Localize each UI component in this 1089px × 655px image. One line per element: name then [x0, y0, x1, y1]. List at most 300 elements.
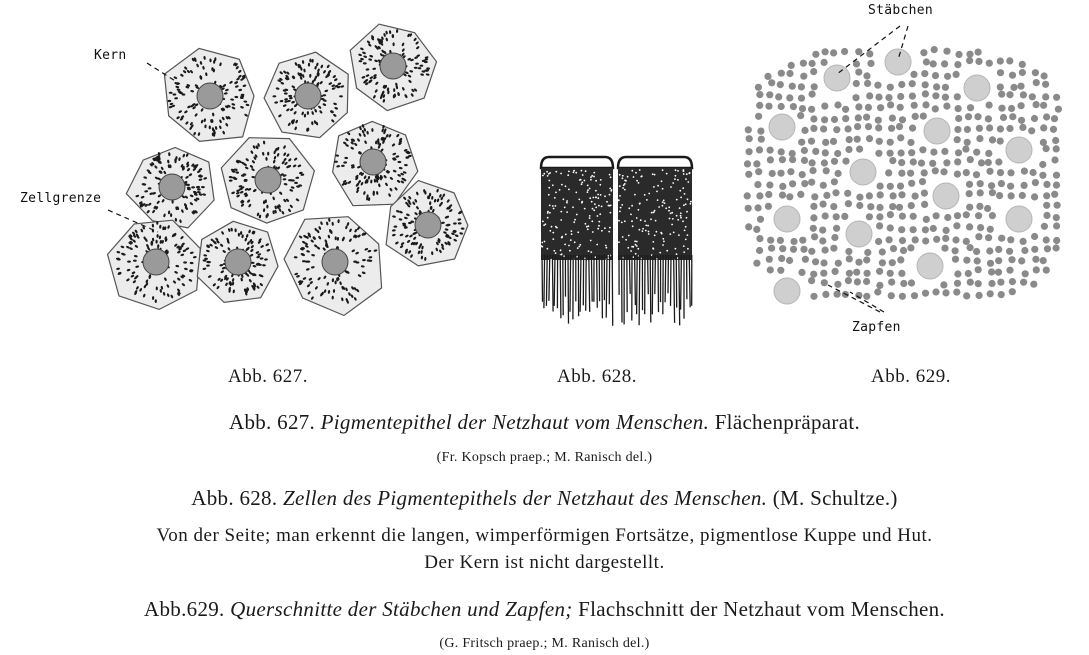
rod — [890, 245, 897, 252]
rod — [768, 245, 775, 252]
rod — [943, 227, 950, 234]
rod — [789, 156, 796, 163]
rod — [801, 180, 808, 187]
figure-number-629: Abb. 629. — [871, 366, 951, 387]
rod — [986, 102, 993, 109]
rod — [1031, 233, 1038, 240]
rod — [874, 82, 881, 89]
caption-628-rest: (M. Schultze.) — [772, 486, 898, 510]
rod — [953, 289, 960, 296]
rod — [797, 191, 804, 198]
pigment-cell — [126, 148, 214, 228]
rod — [745, 205, 752, 212]
rod — [831, 234, 838, 241]
rod — [845, 248, 852, 255]
rod — [907, 170, 914, 177]
rod — [955, 115, 962, 122]
rod — [833, 225, 840, 232]
cell-nucleus — [415, 212, 441, 238]
rod — [1031, 246, 1038, 253]
rod — [896, 123, 903, 130]
rod — [967, 279, 974, 286]
rod — [1041, 223, 1048, 230]
rod — [998, 91, 1005, 98]
rod — [1020, 238, 1027, 245]
rod — [1009, 288, 1016, 295]
rod — [966, 223, 973, 230]
rod — [922, 226, 929, 233]
rod — [887, 224, 894, 231]
rod — [1053, 145, 1060, 152]
rod — [995, 269, 1002, 276]
rod — [864, 270, 871, 277]
rod — [997, 169, 1004, 176]
rod — [941, 60, 948, 67]
rod — [798, 139, 805, 146]
rod — [1033, 266, 1040, 273]
rod — [952, 256, 959, 263]
rod — [744, 192, 751, 199]
rod — [1041, 72, 1048, 79]
rod — [985, 150, 992, 157]
rod — [1043, 212, 1050, 219]
cell-nucleus — [255, 167, 281, 193]
rod — [921, 190, 928, 197]
rod — [863, 256, 870, 263]
rod — [746, 148, 753, 155]
rod — [1053, 237, 1060, 244]
rod — [966, 57, 973, 64]
rod — [865, 104, 872, 111]
rod — [889, 115, 896, 122]
rod — [898, 81, 905, 88]
rod — [932, 72, 939, 79]
rod — [973, 149, 980, 156]
rod — [809, 167, 816, 174]
rod — [831, 158, 838, 165]
rod — [998, 180, 1005, 187]
rod — [975, 233, 982, 240]
caption-627-rest: Flächenpräparat. — [714, 410, 861, 434]
rod — [831, 116, 838, 123]
rod — [845, 146, 852, 153]
rod — [912, 193, 919, 200]
rod — [942, 289, 949, 296]
rod — [908, 279, 915, 286]
rod — [997, 138, 1004, 145]
cell-nucleus — [197, 83, 223, 109]
rod — [830, 138, 837, 145]
rod — [775, 93, 782, 100]
rod — [786, 70, 793, 77]
rod — [1042, 93, 1049, 100]
rod — [933, 83, 940, 90]
rod — [855, 259, 862, 266]
rod — [1051, 191, 1058, 198]
rod — [885, 169, 892, 176]
cell-nucleus — [159, 174, 185, 200]
rod — [921, 201, 928, 208]
rod — [1043, 113, 1050, 120]
rod — [930, 60, 937, 67]
rod — [899, 213, 906, 220]
rod — [887, 101, 894, 108]
rod — [812, 148, 819, 155]
rod — [778, 148, 785, 155]
rod — [1009, 278, 1016, 285]
leader-zapfen-1 — [828, 285, 880, 312]
pigment-cell — [264, 52, 348, 137]
rod — [1030, 169, 1037, 176]
rod — [885, 94, 892, 101]
rod — [1006, 248, 1013, 255]
rod — [897, 183, 904, 190]
rod — [745, 171, 752, 178]
rod — [1050, 126, 1057, 133]
rod — [863, 114, 870, 121]
rod — [986, 247, 993, 254]
cone — [933, 183, 959, 209]
cell-nucleus — [295, 83, 321, 109]
rod — [820, 201, 827, 208]
rod — [808, 179, 815, 186]
rod — [933, 212, 940, 219]
rod — [941, 148, 948, 155]
rod — [890, 192, 897, 199]
rod — [832, 189, 839, 196]
rod — [845, 125, 852, 132]
rod — [821, 279, 828, 286]
rod — [811, 193, 818, 200]
rod — [1032, 256, 1039, 263]
rod — [777, 237, 784, 244]
cone — [885, 49, 911, 75]
caption-628-description-line-2: Der Kern ist nicht dargestellt. — [424, 552, 665, 573]
rod — [822, 139, 829, 146]
cone — [846, 221, 872, 247]
rod — [746, 135, 753, 142]
rod — [799, 171, 806, 178]
rod — [941, 245, 948, 252]
rod — [852, 94, 859, 101]
rod — [846, 270, 853, 277]
rod — [797, 112, 804, 119]
rod — [1029, 93, 1036, 100]
rod — [798, 95, 805, 102]
rod — [800, 73, 807, 80]
rod — [909, 80, 916, 87]
rod — [809, 60, 816, 67]
rod — [820, 270, 827, 277]
rod — [974, 113, 981, 120]
rod — [1055, 106, 1062, 113]
rod — [1053, 214, 1060, 221]
rod — [887, 183, 894, 190]
rod — [931, 46, 938, 53]
rod — [753, 226, 760, 233]
rod — [834, 150, 841, 157]
rod — [768, 79, 775, 86]
rod — [1051, 156, 1058, 163]
cell-nucleus — [143, 249, 169, 275]
rod — [1021, 168, 1028, 175]
rod — [955, 105, 962, 112]
rod — [930, 149, 937, 156]
rod — [998, 235, 1005, 242]
rod — [967, 104, 974, 111]
rod — [835, 170, 842, 177]
rod — [1006, 125, 1013, 132]
rod — [942, 235, 949, 242]
cone — [917, 253, 943, 279]
rod — [786, 94, 793, 101]
rod — [790, 246, 797, 253]
rod — [842, 158, 849, 165]
rod — [876, 268, 883, 275]
rod — [1009, 113, 1016, 120]
rod — [1007, 236, 1014, 243]
rod — [777, 267, 784, 274]
rod — [1007, 169, 1014, 176]
rod — [822, 48, 829, 55]
rod — [900, 247, 907, 254]
rod — [888, 292, 895, 299]
rod — [756, 102, 763, 109]
rod — [1040, 102, 1047, 109]
rod — [898, 226, 905, 233]
rod — [877, 191, 884, 198]
cone — [824, 65, 850, 91]
rod — [799, 105, 806, 112]
rod — [898, 149, 905, 156]
rod — [940, 168, 947, 175]
rod — [977, 180, 984, 187]
rod — [898, 170, 905, 177]
rod — [997, 279, 1004, 286]
rod — [998, 291, 1005, 298]
rod — [875, 150, 882, 157]
rod — [744, 160, 751, 167]
cell-nucleus — [380, 53, 406, 79]
rod — [1032, 69, 1039, 76]
rod — [1053, 172, 1060, 179]
rod — [876, 138, 883, 145]
rod — [809, 91, 816, 98]
rod — [965, 113, 972, 120]
rod — [810, 271, 817, 278]
rod — [866, 50, 873, 57]
rod — [954, 136, 961, 143]
rod — [898, 270, 905, 277]
pigment-cell — [221, 138, 314, 223]
label-kern: Kern — [94, 48, 127, 63]
rod — [887, 211, 894, 218]
rod — [1053, 182, 1060, 189]
rod — [1033, 79, 1040, 86]
rod — [907, 139, 914, 146]
cone — [769, 114, 795, 140]
rod — [778, 255, 785, 262]
rod — [800, 60, 807, 67]
rod — [856, 194, 863, 201]
caption-628 — [0, 486, 1089, 511]
rod — [863, 293, 870, 300]
rod — [908, 180, 915, 187]
rod — [887, 84, 894, 91]
rod — [756, 146, 763, 153]
rod — [855, 69, 862, 76]
rod — [1031, 115, 1038, 122]
rod — [985, 234, 992, 241]
rod — [954, 126, 961, 133]
rod — [779, 183, 786, 190]
rod — [766, 91, 773, 98]
rod — [940, 281, 947, 288]
rod — [1017, 83, 1024, 90]
rod — [879, 259, 886, 266]
rod — [788, 62, 795, 69]
rod — [778, 70, 785, 77]
rod — [809, 159, 816, 166]
rod — [833, 213, 840, 220]
rod — [1051, 115, 1058, 122]
rod — [918, 160, 925, 167]
rod — [955, 149, 962, 156]
rod — [1009, 72, 1016, 79]
rod — [1007, 183, 1014, 190]
figure-number-628: Abb. 628. — [557, 366, 637, 387]
rod — [897, 256, 904, 263]
rod — [1018, 257, 1025, 264]
rod — [910, 71, 917, 78]
rod — [879, 248, 886, 255]
rod — [1043, 236, 1050, 243]
rod — [908, 202, 915, 209]
rod — [909, 93, 916, 100]
rod — [755, 84, 762, 91]
rod — [896, 204, 903, 211]
rod — [812, 51, 819, 58]
rod — [777, 81, 784, 88]
rod — [912, 113, 919, 120]
rod — [800, 246, 807, 253]
rod — [798, 269, 805, 276]
cone — [964, 75, 990, 101]
rod — [790, 238, 797, 245]
rod — [757, 216, 764, 223]
rod — [966, 204, 973, 211]
rod — [856, 202, 863, 209]
caption-627-title: Pigmentepithel der Netzhaut vom Menschen. — [320, 410, 710, 434]
rod — [833, 126, 840, 133]
rod — [920, 49, 927, 56]
rod — [811, 83, 818, 90]
pigment-cell — [108, 220, 201, 309]
rod — [863, 278, 870, 285]
rod — [808, 106, 815, 113]
rod — [1008, 256, 1015, 263]
rod — [1030, 281, 1037, 288]
rod — [808, 248, 815, 255]
rod — [887, 270, 894, 277]
pigment-cell — [350, 24, 436, 111]
rod — [786, 193, 793, 200]
rod — [899, 237, 906, 244]
rod — [973, 171, 980, 178]
rod — [978, 159, 985, 166]
rod — [786, 257, 793, 264]
rod — [855, 103, 862, 110]
rod — [1000, 114, 1007, 121]
rod — [866, 192, 873, 199]
rod — [899, 293, 906, 300]
rod — [964, 139, 971, 146]
rod — [867, 60, 874, 67]
rod — [1008, 192, 1015, 199]
rod — [922, 81, 929, 88]
rod — [1043, 202, 1050, 209]
rod — [1033, 101, 1040, 108]
rod — [909, 125, 916, 132]
rod — [1052, 137, 1059, 144]
rod — [810, 125, 817, 132]
rod — [930, 225, 937, 232]
rod — [987, 226, 994, 233]
rod — [802, 256, 809, 263]
rod — [912, 236, 919, 243]
rod — [769, 170, 776, 177]
rod — [1019, 61, 1026, 68]
rod — [812, 258, 819, 265]
rod — [834, 281, 841, 288]
rod — [942, 94, 949, 101]
rod — [787, 168, 794, 175]
rod — [942, 84, 949, 91]
rod — [920, 113, 927, 120]
rod — [755, 168, 762, 175]
rod — [988, 280, 995, 287]
rod — [987, 260, 994, 267]
rod — [944, 214, 951, 221]
rod — [801, 157, 808, 164]
rod — [841, 48, 848, 55]
rod — [846, 136, 853, 143]
rod — [864, 249, 871, 256]
epithelial-cell-side — [540, 157, 613, 326]
rod — [889, 203, 896, 210]
rod — [754, 181, 761, 188]
rod — [790, 103, 797, 110]
rod — [989, 212, 996, 219]
rod — [897, 104, 904, 111]
rod — [922, 290, 929, 297]
rod — [777, 170, 784, 177]
rod — [952, 247, 959, 254]
rod — [1008, 105, 1015, 112]
rod — [1043, 145, 1050, 152]
rod — [975, 212, 982, 219]
rod — [822, 149, 829, 156]
rod — [973, 248, 980, 255]
rod — [1032, 179, 1039, 186]
rod — [819, 227, 826, 234]
rod — [995, 257, 1002, 264]
rod — [830, 245, 837, 252]
rod — [1043, 181, 1050, 188]
rod — [963, 238, 970, 245]
rod — [907, 244, 914, 251]
figure-627-pigment-epithelium-cells — [108, 24, 468, 315]
